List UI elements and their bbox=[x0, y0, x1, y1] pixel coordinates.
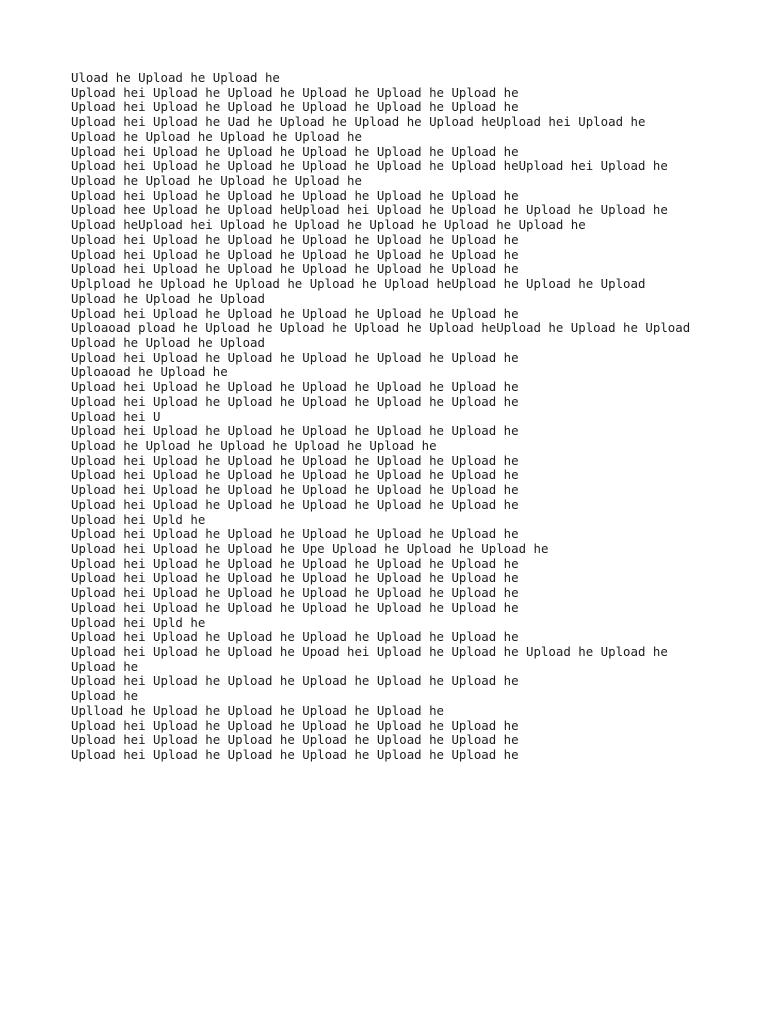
text-line: Upload hei Upload he Upload he Upload he Upload he Upload he bbox=[71, 747, 519, 763]
text-line: Uload he Upload he Upload he bbox=[71, 70, 280, 85]
text-line: Upload hei Upload he Upload he Upload he Upload he Upload he bbox=[71, 84, 519, 100]
text-line: Upload hei Upload he Upload he Upload he Upload he Upload he bbox=[71, 143, 519, 159]
text-line: Upload hei Upload he Upload he Upload he Upload he Upload he bbox=[71, 717, 519, 733]
text-line: Upload hei Upload he Upload he Upload he Upload he Upload he bbox=[71, 673, 519, 689]
text-line: Upload hei Upld he bbox=[71, 511, 206, 527]
text-line: Upload hei Upload he Upload he Upload he Upload he Upload he bbox=[71, 599, 519, 615]
text-line: Upload hei Upload he Upload he Upload he Upload he Upload he bbox=[71, 305, 519, 321]
text-line: Upload he Upload he Upload he Upload he bbox=[71, 128, 362, 144]
text-line: Upload he bbox=[71, 658, 139, 674]
text-line: Upload hei Upload he Upload he Upload he Upload he Upload he bbox=[71, 231, 519, 247]
text-line: Upload hei Upload he Upload he Upload he Upload he Upload he bbox=[71, 555, 519, 571]
text-line: Upload hei Upload he Upload he Upload he Upload he Upload he bbox=[71, 526, 519, 542]
text-line: Upload hei Upload he Upload he Upload he Upload he Upload he bbox=[71, 99, 519, 115]
text-line: Upload hei Upload he Upload he Upload he Upload he Upload heUpload hei Upload he bbox=[71, 158, 668, 174]
document-body bbox=[71, 71, 751, 763]
text-line: Upload hei Upload he Upload he Upload he Upload he Upload he bbox=[71, 349, 519, 365]
text-line: Upload hei Upload he Upload he Upload he Upload he Upload he bbox=[71, 393, 519, 409]
text-line: Upload hei Upload he Upload he Upload he Upload he Upload he bbox=[71, 467, 519, 483]
text-line: Upload he Upload he Upload bbox=[71, 290, 265, 306]
text-line: Upload hei Upld he bbox=[71, 614, 206, 630]
text-line: Upload hei Upload he Upload he Upload he Upload he Upload he bbox=[71, 482, 519, 498]
text-line: Upload hei Upload he Upload he Upload he Upload he Upload he bbox=[71, 452, 519, 468]
text-line: Upload hei Upload he Upload he Upload he Upload he Upload he bbox=[71, 379, 519, 395]
text-line: Upload he Upload he Upload he Upload he Upload he bbox=[71, 437, 437, 453]
text-line: Upload he bbox=[71, 688, 139, 704]
text-line: Upload hei Upload he Upload he Upload he Upload he Upload he bbox=[71, 629, 519, 645]
text-line: Upload hei Upload he Upload he Upe Upload he Upload he Upload he bbox=[71, 541, 549, 556]
text-line: Uplload he Upload he Upload he Upload he Upload he bbox=[71, 702, 444, 718]
text-line: Upload hei Upload he Upload he Upload he Upload he Upload he bbox=[71, 187, 519, 203]
text-line: Upload hei U bbox=[71, 408, 161, 424]
text-line: Upload hei Upload he Upload he Upload he Upload he Upload he bbox=[71, 261, 519, 277]
text-line: Upload hei Upload he Upload he Upload he Upload he Upload he bbox=[71, 423, 519, 439]
text-line: Upload hei Upload he Upload he Upload he Upload he Upload he bbox=[71, 570, 519, 586]
text-line: Upload hei Upload he Upload he Upload he Upload he Upload he bbox=[71, 246, 519, 262]
text-line: Uplpload he Upload he Upload he Upload he Upload heUpload he Upload he Upload bbox=[71, 276, 646, 292]
text-line: Upload hei Upload he Upload he Upoad hei Upload he Upload he Upload he Upload he bbox=[71, 644, 668, 660]
text-line: Upload heUpload hei Upload he Upload he Upload he Upload he Upload he bbox=[71, 217, 586, 233]
text-line: Upload he Upload he Upload he Upload he bbox=[71, 173, 362, 189]
text-line: Upload hee Upload he Upload heUpload hei Upload he Upload he Upload he Upload he bbox=[71, 202, 668, 218]
text-line: Uploaoad he Upload he bbox=[71, 364, 228, 380]
text-line: Uploaoad pload he Upload he Upload he Upload he Upload heUpload he Upload he Upload bbox=[71, 320, 691, 336]
text-line: Upload hei Upload he Upload he Upload he Upload he Upload he bbox=[71, 585, 519, 601]
text-line: Upload he Upload he Upload bbox=[71, 334, 265, 350]
text-line: Upload hei Upload he Upload he Upload he Upload he Upload he bbox=[71, 496, 519, 512]
text-line: Upload hei Upload he Uad he Upload he Upload he Upload heUpload hei Upload he bbox=[71, 114, 646, 130]
text-line: Upload hei Upload he Upload he Upload he Upload he Upload he bbox=[71, 732, 519, 748]
